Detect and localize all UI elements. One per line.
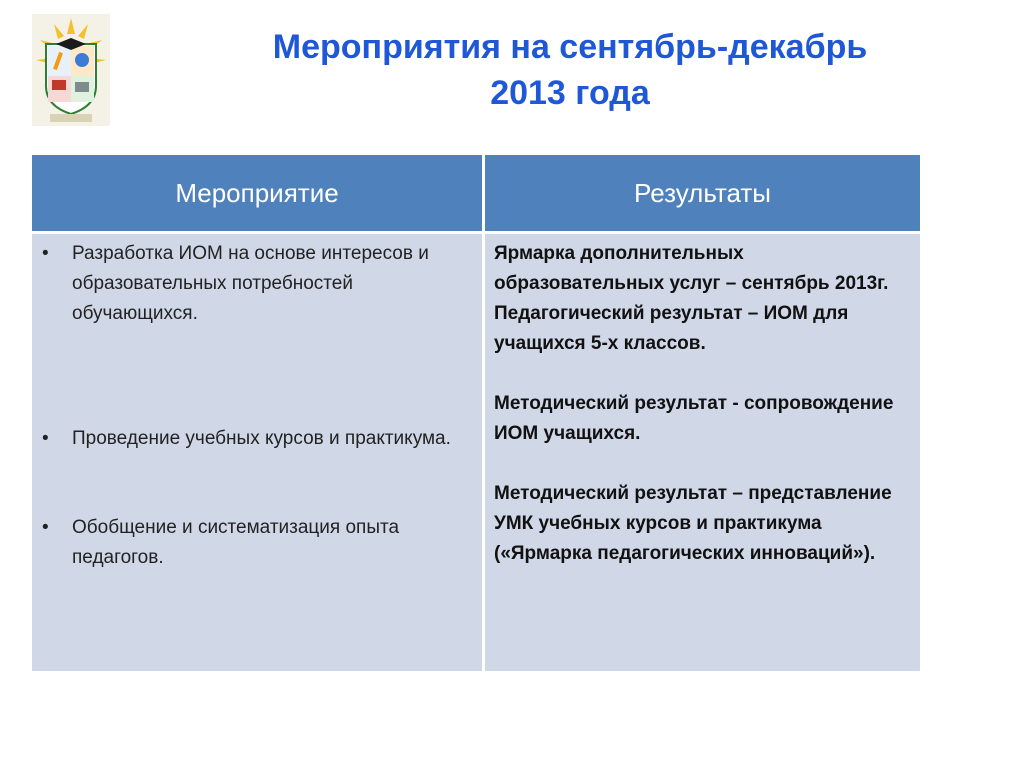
result-paragraph: Ярмарка дополнительных образовательных услуг – сентябрь 2013г. [494,243,889,294]
list-item [42,513,472,573]
title-line-1: Мероприятия на сентябрь-декабрь [272,28,868,66]
school-emblem-logo [32,14,110,126]
slide-title [190,24,950,116]
events-results-table [32,155,920,671]
column-header-events: Мероприятие [32,155,482,231]
events-list [32,234,482,671]
bullet-icon: • [42,517,49,538]
events-cell [32,234,482,671]
results-cell [485,234,920,671]
list-item [42,239,472,329]
bullet-icon: • [42,243,49,264]
title-line-2: 2013 года [490,74,650,112]
event-text: Проведение учебных курсов и практикума. [72,428,451,449]
event-text: Обобщение и систематизация опыта педагогов. [72,517,400,568]
book-icon [52,80,66,90]
globe-icon [75,53,89,67]
result-paragraph: Педагогический результат – ИОМ для учащихся 5-х классов. [494,303,849,354]
result-paragraph: Методический результат – представление УМК учебных курсов и практикума («Ярмарка педагогических инноваций»). [494,483,892,564]
bullet-icon: • [42,428,49,449]
column-header-results: Результаты [485,155,920,231]
list-item [42,424,472,454]
results-text [494,239,914,569]
computer-icon [75,82,89,92]
event-text: Разработка ИОМ на основе интересов и образовательных потребностей обучающихся. [72,243,429,324]
result-paragraph: Методический результат - сопровождение ИОМ учащихся. [494,393,894,444]
